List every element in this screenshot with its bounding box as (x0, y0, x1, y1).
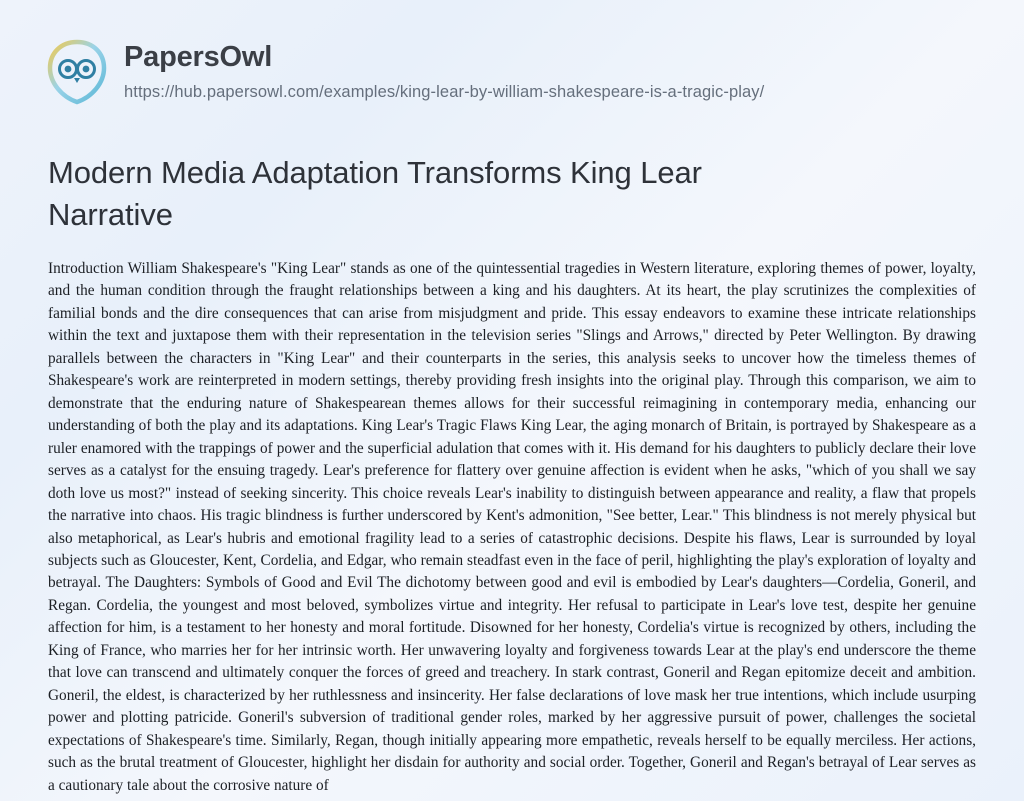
page-url[interactable]: https://hub.papersowl.com/examples/king-lear-by-william-shakespeare-is-a-tragic-play/ (124, 83, 765, 102)
document-content (0, 100, 1024, 797)
owl-logo-icon (44, 39, 110, 105)
site-header (0, 0, 1024, 100)
brand-name: PapersOwl (124, 40, 273, 73)
brand-block (124, 42, 764, 103)
page-title: Modern Media Adaptation Transforms King Lear Narrative (48, 155, 702, 232)
article-body: Introduction William Shakespeare's "King Lear" stands as one of the quintessential tragedies in Western literature, exploring themes of power, loyalty, and the human condition through the fraught relationships between a king and his daughters. At its heart, the play scrutinizes the complexities of familial bonds and the dire consequences that can arise from misjudgment and pride. This essay endeavors to examine these intricate relationships within the text and juxtapose them with their representation in the television series "Slings and Arrows," directed by Peter Wellington. By drawing parallels between the characters in "King Lear" and their counterparts in the series, this analysis seeks to uncover how the timeless themes of Shakespeare's work are reinterpreted in modern settings, thereby providing fresh insights into the original play. Through this comparison, we aim to demonstrate that the enduring nature of Shakespearean themes allows for their successful reimagining in contemporary media, enhancing our understanding of both the play and its adaptations. King Lear's Tragic Flaws King Lear, the aging monarch of Britain, is portrayed by Shakespeare as a ruler enamored with the trappings of power and the superficial adulation that comes with it. His demand for his daughters to publicly declare their love serves as a catalyst for the ensuing tragedy. Lear's preference for flattery over genuine affection is evident when he asks, "which of you shall we say doth love us most?" instead of seeking sincerity. This choice reveals Lear's inability to distinguish between appearance and reality, a flaw that propels the narrative into chaos. His tragic blindness is further underscored by Kent's admonition, "See better, Lear." This blindness is not merely physical but also metaphorical, as Lear's hubris and emotional fragility lead to a series of catastrophic decisions. Despite his flaws, Lear is surrounded by loyal subjects such as Gloucester, Kent, Cordelia, and Edgar, who remain steadfast even in the face of peril, highlighting the play's exploration of loyalty and betrayal. The Daughters: Symbols of Good and Evil The dichotomy between good and evil is embodied by Lear's daughters—Cordelia, Goneril, and Regan. Cordelia, the youngest and most beloved, symbolizes virtue and integrity. Her refusal to participate in Lear's love test, despite her genuine affection for him, is a testament to her honesty and moral fortitude. Disowned for her honesty, Cordelia's virtue is recognized by others, including the King of France, who marries her for her intrinsic worth. Her unwavering loyalty and forgiveness towards Lear at the play's end underscore the theme that love can transcend and ultimately conquer the forces of greed and treachery. In stark contrast, Goneril and Regan epitomize deceit and ambition. Goneril, the eldest, is characterized by her ruthlessness and insincerity. Her false declarations of love mask her true intentions, which include usurping power and plotting patricide. Goneril's subversion of traditional gender roles, marked by her aggressive pursuit of power, challenges the societal expectations of Shakespeare's time. Similarly, Regan, though initially appearing more empathetic, reveals herself to be equally merciless. Her actions, such as the brutal treatment of Gloucester, highlight her disdain for authority and social order. Together, Goneril and Regan's betrayal of Lear serves as a cautionary tale about the corrosive nature of (48, 259, 976, 794)
